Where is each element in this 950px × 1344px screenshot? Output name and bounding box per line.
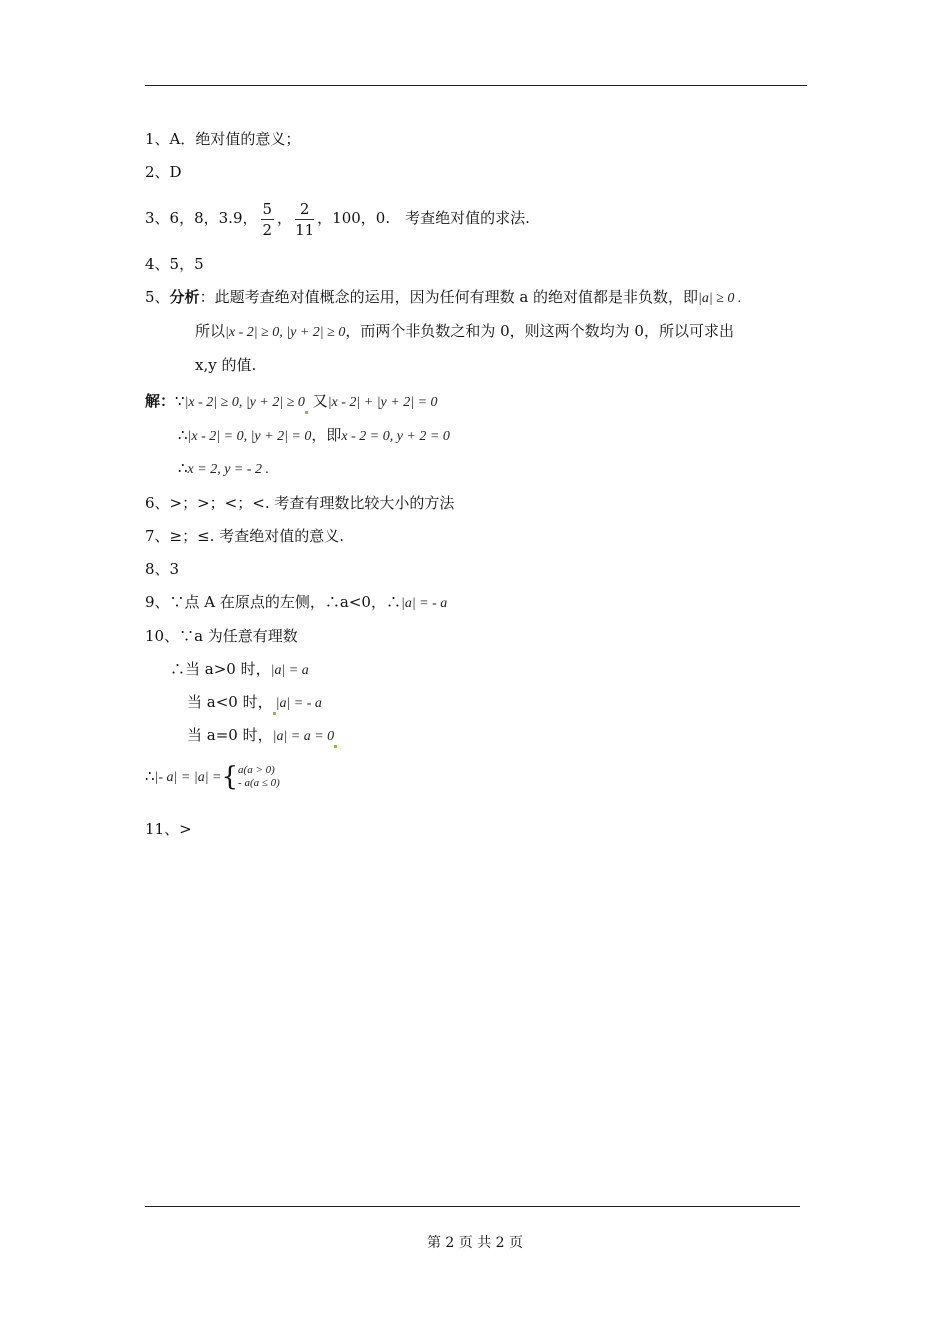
answer-4: 4、5，5 <box>145 255 204 273</box>
fraction-denominator: 2 <box>262 220 273 239</box>
answer-11: 11、> <box>145 820 192 838</box>
analysis-text: ：此题考查绝对值概念的运用，因为任何有理数 a 的绝对值都是非负数，即 <box>199 288 699 306</box>
abs-a-nonneg: |a| ≥ 0 . <box>698 291 742 306</box>
analysis-text-2b: ，而两个非负数之和为 0，则这两个数均为 0，所以可求出 <box>345 322 734 340</box>
left-brace: { <box>221 762 239 792</box>
case-1-text: ∴当 a>0 时， <box>170 660 271 678</box>
therefore-symbol: ∴ <box>178 459 188 477</box>
answer-9-math: |a| = - a <box>400 596 448 611</box>
answer-6: 6、>；>；<；<. 考查有理数比较大小的方法 <box>145 494 455 512</box>
solution-math-1b: |x - 2| + |y + 2| = 0 <box>327 395 438 410</box>
answer-10-case-1 <box>170 658 309 682</box>
fraction-denominator: 11 <box>295 220 315 239</box>
marker-dot <box>273 712 276 715</box>
answer-3-prefix: 3、6，8，3.9， <box>145 209 258 227</box>
solution-text-1: 又 <box>312 392 328 410</box>
solution-text-2: ，即 <box>311 426 342 444</box>
solution-math-2b: x - 2 = 0, y + 2 = 0 <box>341 429 450 444</box>
piecewise-cases <box>238 764 280 790</box>
marker-dot <box>334 745 337 748</box>
answer-5-number: 5、 <box>145 288 170 306</box>
answer-5-line-2 <box>195 320 734 344</box>
fraction-numerator: 5 <box>262 199 273 218</box>
page-footer: 第 2 页 共 2 页 <box>426 1235 524 1251</box>
fraction-numerator: 2 <box>295 199 314 220</box>
therefore-symbol: ∴ <box>145 767 155 785</box>
answer-10-case-2 <box>187 691 322 715</box>
solution-math-1: |x - 2| ≥ 0, |y + 2| ≥ 0 <box>184 395 305 410</box>
abs-xy-nonneg: |x - 2| ≥ 0, |y + 2| ≥ 0 <box>225 325 346 340</box>
solution-line-2 <box>178 424 450 448</box>
because-symbol: ∵ <box>175 392 185 410</box>
answer-8: 8、3 <box>145 560 180 578</box>
solution-label: 解 <box>145 392 161 410</box>
answer-3 <box>145 196 530 240</box>
answer-10-head: 10、∵a 为任意有理数 <box>145 627 298 645</box>
answer-1: 1、A．绝对值的意义； <box>145 130 301 148</box>
analysis-label: 分析 <box>169 288 200 306</box>
solution-math-2: |x - 2| = 0, |y + 2| = 0 <box>187 429 312 444</box>
fraction-5-2 <box>261 199 275 240</box>
solution-line-3 <box>178 457 269 481</box>
case-1-math: |a| = a <box>270 663 309 678</box>
analysis-text-2a: 所以 <box>195 322 226 340</box>
case-nonpositive: - a(a ≤ 0) <box>238 777 280 789</box>
conclusion-math: |- a| = |a| = <box>154 770 222 785</box>
answer-10-conclusion <box>145 758 280 796</box>
answer-9-text: 9、∵点 A 在原点的左侧，∴a<0，∴ <box>145 593 401 611</box>
case-3-math: |a| = a = 0 <box>272 729 335 744</box>
fraction-2-11 <box>295 199 314 240</box>
answer-2: 2、D <box>145 163 182 181</box>
case-3-text: 当 a=0 时， <box>187 726 273 744</box>
answer-7: 7、≥；≤. 考查绝对值的意义. <box>145 527 344 545</box>
footer-rule <box>145 1206 800 1207</box>
answer-10-case-3 <box>187 724 337 748</box>
separator: ， <box>277 209 293 227</box>
therefore-symbol: ∴ <box>178 426 188 444</box>
solution-colon: ： <box>160 392 176 410</box>
answer-5-line-1 <box>145 286 741 310</box>
header-rule <box>145 85 807 86</box>
case-positive: a(a > 0) <box>238 764 275 776</box>
case-2-text: 当 a<0 时， <box>187 693 273 711</box>
answer-5-line-3: x,y 的值. <box>195 356 257 374</box>
answer-9 <box>145 591 447 615</box>
case-2-math: |a| = - a <box>275 696 322 711</box>
solution-math-3: x = 2, y = - 2 . <box>187 462 270 477</box>
marker-dot <box>305 411 308 414</box>
solution-line-1 <box>145 390 438 414</box>
answer-3-suffix: ，100，0. 考查绝对值的求法. <box>317 209 530 227</box>
